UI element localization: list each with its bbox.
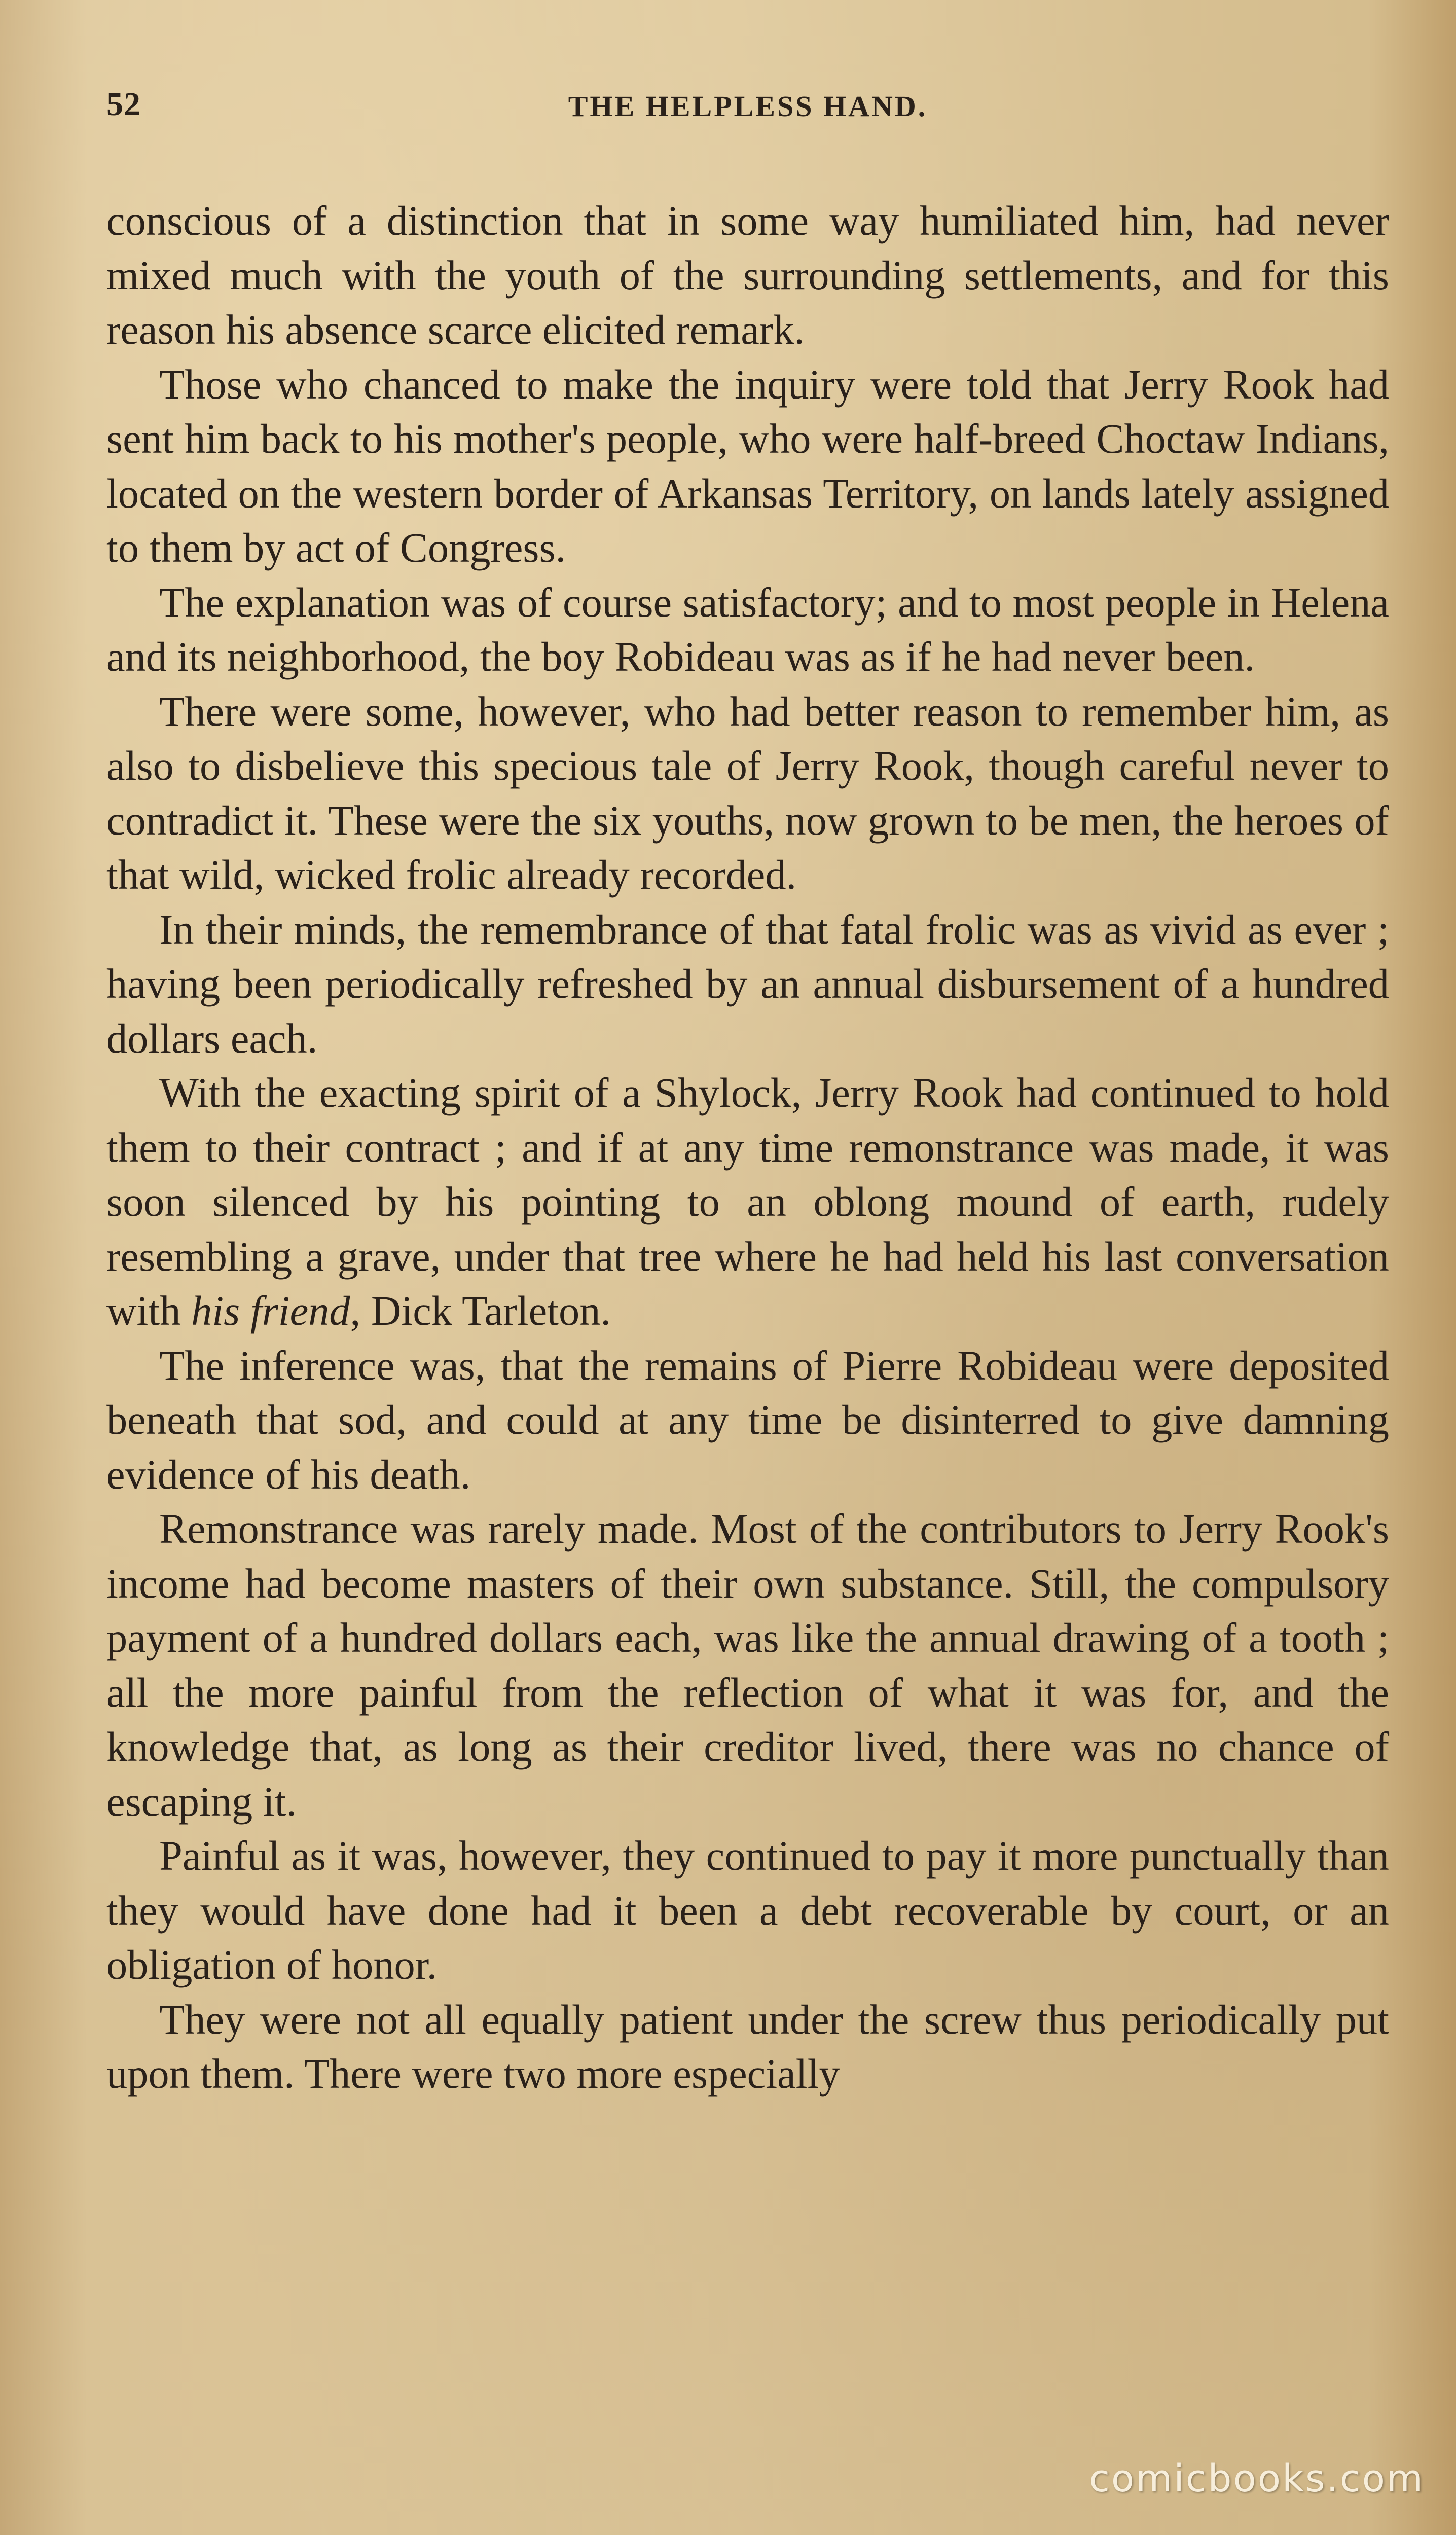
paragraph: There were some, however, who had better reason to remember him, as also to disbelieve this specious tale of Jerry Rook, though careful never to contradict it. These were the six youths, now grown to be men, the heroes of that wild, wicked frolic already recorded. xyxy=(106,688,1389,898)
body-text xyxy=(106,194,1389,2102)
paragraph: Those who chanced to make the inquiry were told that Jerry Rook had sent him back to his mother's people, who were half-breed Choctaw Indians, located on the western border of Arkansas Territory, on lands lately assigned to them by act of Congress. xyxy=(106,361,1389,571)
paragraph xyxy=(106,1066,1389,1338)
running-head: THE HELPLESS HAND. xyxy=(568,90,928,123)
italic-phrase: his friend xyxy=(191,1288,350,1334)
watermark: comicbooks.com xyxy=(1089,2457,1425,2501)
paragraph: They were not all equally patient under the screw thus periodically put upon them. There were two more especially xyxy=(106,1996,1389,2097)
paragraph-text: , Dick Tarleton. xyxy=(350,1288,611,1334)
paragraph: Painful as it was, however, they continued to pay it more punctually than they would have done had it been a debt recoverable by court, or an obligation of honor. xyxy=(106,1833,1389,1988)
paragraph: The explanation was of course satisfactory; and to most people in Helena and its neighborhood, the boy Robideau was as if he had never been. xyxy=(106,579,1389,680)
paragraph: In their minds, the remembrance of that fatal frolic was as vivid as ever ; having been periodically refreshed by an annual disbursement of a hundred dollars each. xyxy=(106,906,1389,1062)
paragraph: Remonstrance was rarely made. Most of the contributors to Jerry Rook's income had become masters of their own substance. Still, the compulsory payment of a hundred dollars each, was like the annual drawing of a tooth ; all the more painful from the reflection of what it was for, and the knowledge that, as long as their creditor lived, there was no chance of escaping it. xyxy=(106,1506,1389,1825)
page-number: 52 xyxy=(106,86,141,123)
page-header xyxy=(106,85,1389,141)
paragraph: conscious of a distinction that in some way humiliated him, had never mixed much with the youth of the surrounding settlements, and for this reason his absence scarce elicited remark. xyxy=(106,198,1389,353)
paragraph: The inference was, that the remains of Pierre Robideau were deposited beneath that sod, and could at any time be disinterred to give damning evidence of his death. xyxy=(106,1342,1389,1498)
paragraph-text: With the exacting spirit of a Shylock, Jerry Rook had continued to hold them to their contract ; and if at any time remonstrance was made, it was soon silenced by his pointing to an oblong mound of earth, rudely resembling a grave, under that tree where he had held his last conversation with xyxy=(106,1070,1389,1334)
